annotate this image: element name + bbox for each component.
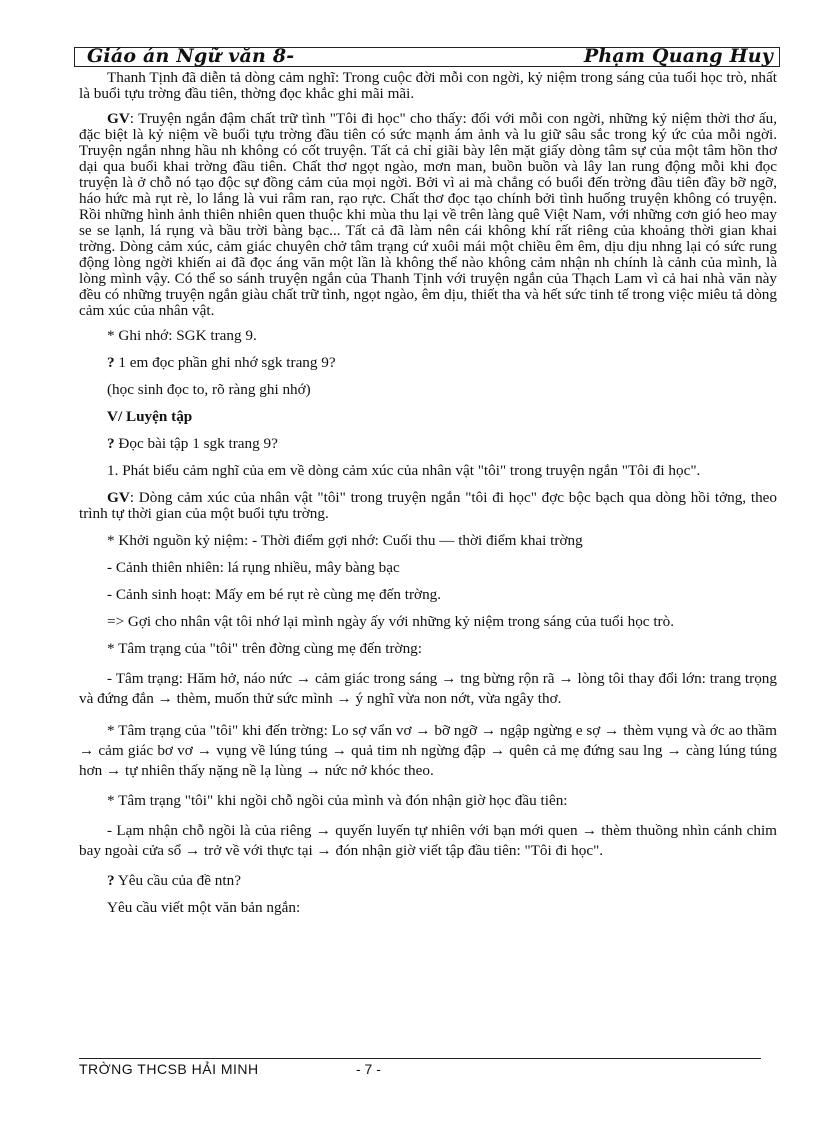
paragraph bbox=[79, 70, 777, 102]
paragraph-text: => Gợi cho nhân vật tôi nhớ lại mình ngày ấy với những kỷ niệm trong sáng của tuổi học trò. bbox=[107, 613, 675, 630]
paragraph bbox=[79, 560, 777, 576]
question-mark: ? bbox=[107, 872, 115, 889]
paragraph bbox=[79, 821, 777, 861]
paragraph bbox=[79, 463, 777, 479]
question-mark: ? bbox=[107, 435, 115, 452]
paragraph bbox=[79, 328, 777, 344]
paragraph-text: * Ghi nhớ: SGK trang 9. bbox=[107, 327, 257, 344]
paragraph bbox=[79, 533, 777, 549]
paragraph-text: * Khởi nguồn kỷ niệm: - Thời điểm gợi nhớ: Cuối thu — thời điểm khai trờng bbox=[107, 532, 583, 549]
paragraph bbox=[79, 490, 777, 522]
paragraph bbox=[79, 793, 777, 809]
paragraph-text: * Tâm trạng của "tôi" trên đờng cùng mẹ đến trờng: bbox=[107, 640, 422, 657]
header-left-title: Giáo án Ngữ văn 8- bbox=[87, 45, 295, 67]
paragraph-text: - Cảnh thiên nhiên: lá rụng nhiều, mây bàng bạc bbox=[107, 559, 400, 576]
paragraph-text: : Dòng cảm xúc của nhân vật "tôi" trong truyện ngắn "tôi đi học" đợc bộc bạch qua dòng hồi tởng, theo trình tự thời gian của một buổi tựu trờng. bbox=[79, 489, 777, 522]
paragraph bbox=[79, 111, 777, 319]
paragraph-text: - Lạm nhận chỗ ngồi là của riêng → quyến luyến tự nhiên với bạn mới quen → thèm thuồng nhìn cánh chim bay ngoài cửa sổ → trở về với thực tại → đón nhận giờ viết tập đầu tiên: "Tôi đi học". bbox=[79, 822, 777, 859]
paragraph-text: Yêu cầu của đề ntn? bbox=[114, 872, 241, 889]
page-header bbox=[74, 47, 780, 67]
paragraph-text: : Truyện ngắn đậm chất trữ tình "Tôi đi học" cho thấy: đối với mỗi con ngời, những kỷ niệm thời thơ ấu, đặc biệt là kỷ niệm về buổi tựu trờng đầu tiên có sức mạnh ám ảnh và lu giữ sâu sắc trong ký ức của mỗi ngời. Truyện ngắn nhng hầu nh không có cốt truyện. Tất cả chỉ giãi bày lên mặt giấy dòng tâm sự của một tâm hồn thơ dại qua buổi khai trờng đầu tiên. Chất thơ ngọt ngào, mơn man, buồn buồn và lây lan rung động mỗi khi đọc truyện là ở chỗ nó tạo độc sự đồng cảm của mọi ngời. Bởi vì ai mà chẳng có buổi đến trờng đầu tiên đầy bỡ ngỡ, háo hức mà rụt rè, lo lắng là vui râm ran, rạo rực. Chất thơ đọc tạo chính bởi tình huống truyện không có truyện. Rồi những hình ảnh thiên nhiên quen thuộc khi mùa thu lại về trên làng quê Việt Nam, với những cơn gió heo may se se lạnh, lá rụng và bầu trời bàng bạc... Tất cả đã làm nên cái không khí rất riêng của khoảng thời gian khai trờng. Dòng cảm xúc, cảm giác chuyên chở tâm trạng cứ xuôi mái một chiều êm êm, dịu dịu nhng lại có sức rung động lòng ngời khiến ai đã đọc áng văn một lần là không thể nào không cảm nhận nh chính là cảnh của mình, là lòng mình vậy. Có thể so sánh truyện ngắn của Thanh Tịnh với truyện ngắn của Thạch Lam vì cả hai nhà văn này đều có những truyện ngắn giàu chất trữ tình, ngọt ngào, êm dịu, thiết tha và hết sức tinh tế trong việc miêu tả dòng cảm xúc của nhân vật. bbox=[79, 110, 777, 319]
paragraph-text: - Cảnh sinh hoạt: Mấy em bé rụt rè cùng mẹ đến trờng. bbox=[107, 586, 442, 603]
paragraph-text: * Tâm trạng "tôi" khi ngồi chỗ ngồi của mình và đón nhận giờ học đầu tiên: bbox=[107, 792, 568, 809]
header-author: Phạm Quang Huy bbox=[583, 45, 773, 67]
section-title: V/ Luyện tập bbox=[107, 408, 193, 425]
paragraph bbox=[79, 436, 777, 452]
paragraph bbox=[79, 641, 777, 657]
paragraph-text: Yêu cầu viết một văn bản ngắn: bbox=[107, 899, 301, 916]
paragraph bbox=[79, 587, 777, 603]
paragraph bbox=[79, 669, 777, 709]
document-body bbox=[79, 70, 777, 927]
paragraph-text: Đọc bài tập 1 sgk trang 9? bbox=[114, 435, 278, 452]
paragraph-text: - Tâm trạng: Hăm hở, náo nức → cảm giác trong sáng → tng bừng rộn rã → lòng tôi thay đổi lớn: trang trọng và đứng đắn → thèm, muốn thử sức mình → ý nghĩ vừa non nớt, vừa ngây thơ. bbox=[79, 670, 777, 707]
gv-label: GV bbox=[107, 110, 130, 127]
question-mark: ? bbox=[107, 354, 115, 371]
paragraph bbox=[79, 382, 777, 398]
paragraph bbox=[79, 873, 777, 889]
section-heading bbox=[79, 409, 777, 425]
paragraph bbox=[79, 721, 777, 781]
footer-divider bbox=[79, 1058, 761, 1059]
page-number: - 7 - bbox=[356, 1061, 381, 1077]
gv-label: GV bbox=[107, 489, 130, 506]
paragraph-text: * Tâm trạng của "tôi" khi đến trờng: Lo sợ vẩn vơ → bỡ ngỡ → ngập ngừng e sợ → thèm vụng và ớc ao thầm → cảm giác bơ vơ → vụng về lúng túng → quả tim nh ngừng đập → quên cả mẹ đứng sau lng → càng lúng túng hơn → tự nhiên thấy nặng nề lạ lùng → nức nở khóc theo. bbox=[79, 722, 777, 779]
paragraph bbox=[79, 614, 777, 630]
paragraph-text: (học sinh đọc to, rõ ràng ghi nhớ) bbox=[107, 381, 311, 398]
paragraph-text: 1. Phát biểu cảm nghĩ của em về dòng cảm xúc của nhân vật "tôi" trong truyện ngắn "Tôi đi học". bbox=[107, 462, 701, 479]
paragraph bbox=[79, 900, 777, 916]
paragraph-text: Thanh Tịnh đã diễn tả dòng cảm nghĩ: Trong cuộc đời mỗi con ngời, kỷ niệm trong sáng của tuổi học trò, nhất là buổi tựu trờng đầu tiên, thờng đọc khắc ghi mãi mãi. bbox=[79, 69, 777, 102]
paragraph bbox=[79, 355, 777, 371]
paragraph-text: 1 em đọc phần ghi nhớ sgk trang 9? bbox=[114, 354, 336, 371]
footer-school: TRỜNG THCSB HẢI MINH bbox=[79, 1061, 259, 1077]
